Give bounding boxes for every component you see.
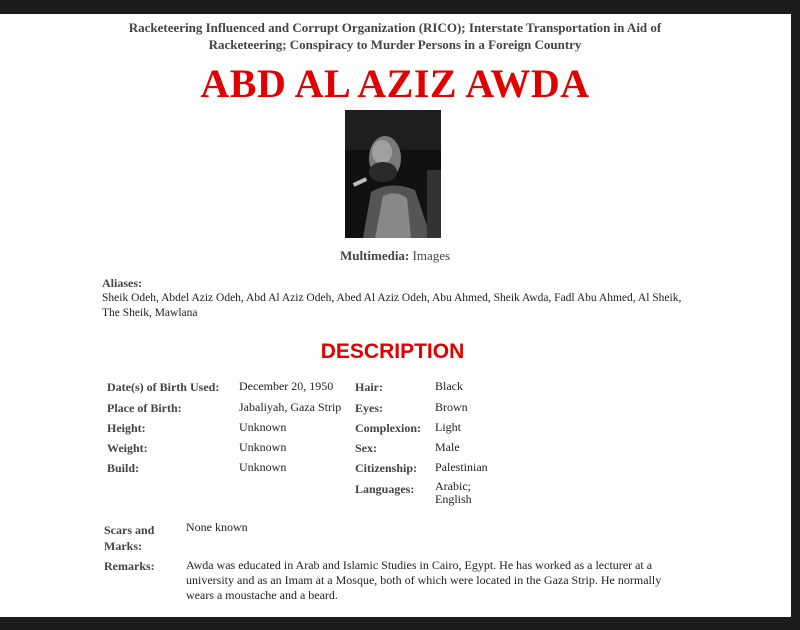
language-arabic: Arabic; (435, 479, 471, 493)
remarks-label: Remarks: (104, 559, 155, 573)
right-frame-bar (791, 0, 800, 630)
multimedia-line (0, 248, 790, 264)
bottom-frame-bar (0, 617, 800, 630)
dob-value: December 20, 1950 (239, 379, 334, 393)
sex-label: Sex: (355, 441, 377, 455)
description-heading: DESCRIPTION (320, 340, 465, 363)
scars-value: None known (186, 520, 248, 534)
weight-label: Weight: (107, 441, 148, 455)
charges-text: Racketeering Influenced and Corrupt Organization (RICO); Interstate Transportation in Aid of Racketeering; Conspiracy to Murder Persons in a Foreign Country (128, 20, 662, 52)
complexion-value: Light (435, 420, 461, 434)
build-value: Unknown (239, 460, 287, 474)
portrait-image (345, 110, 441, 238)
languages-label: Languages: (355, 482, 415, 496)
top-frame-bar (0, 0, 800, 14)
build-label: Build: (107, 461, 140, 475)
multimedia-label: Multimedia: (339, 248, 410, 263)
citizenship-value: Palestinian (435, 460, 488, 474)
weight-value: Unknown (239, 440, 287, 454)
eyes-label: Eyes: (355, 401, 383, 415)
citizenship-label: Citizenship: (355, 461, 418, 475)
scars-label: Scars and Marks: (104, 523, 155, 553)
eyes-value: Brown (435, 400, 468, 414)
language-english: English (435, 492, 472, 506)
height-label: Height: (107, 421, 146, 435)
dob-label: Date(s) of Birth Used: (107, 380, 220, 394)
sex-value: Male (435, 440, 460, 454)
hair-label: Hair: (355, 380, 383, 394)
images-link[interactable]: Images (412, 248, 451, 263)
hair-value: Black (435, 379, 463, 393)
fugitive-photo[interactable] (345, 110, 441, 238)
languages-value (435, 480, 472, 506)
fugitive-name: ABD AL AZIZ AWDA (200, 61, 590, 106)
place-of-birth-value: Jabaliyah, Gaza Strip (239, 400, 342, 414)
height-value: Unknown (239, 420, 287, 434)
aliases-text: Sheik Odeh, Abdel Aziz Odeh, Abd Al Aziz Odeh, Abed Al Aziz Odeh, Abu Ahmed, Sheik Awda, Fadl Abu Ahmed, Al Sheik, The Sheik, Mawlana (102, 292, 682, 319)
place-of-birth-label: Place of Birth: (107, 401, 182, 415)
aliases-label: Aliases: (102, 276, 142, 290)
remarks-value: Awda was educated in Arab and Islamic Studies in Cairo, Egypt. He has worked as a lecturer at a university and as an Imam at a Mosque, both of which were located in the Gaza Strip. He normally wears a moustache and a beard. (186, 558, 662, 602)
complexion-label: Complexion: (355, 421, 421, 435)
